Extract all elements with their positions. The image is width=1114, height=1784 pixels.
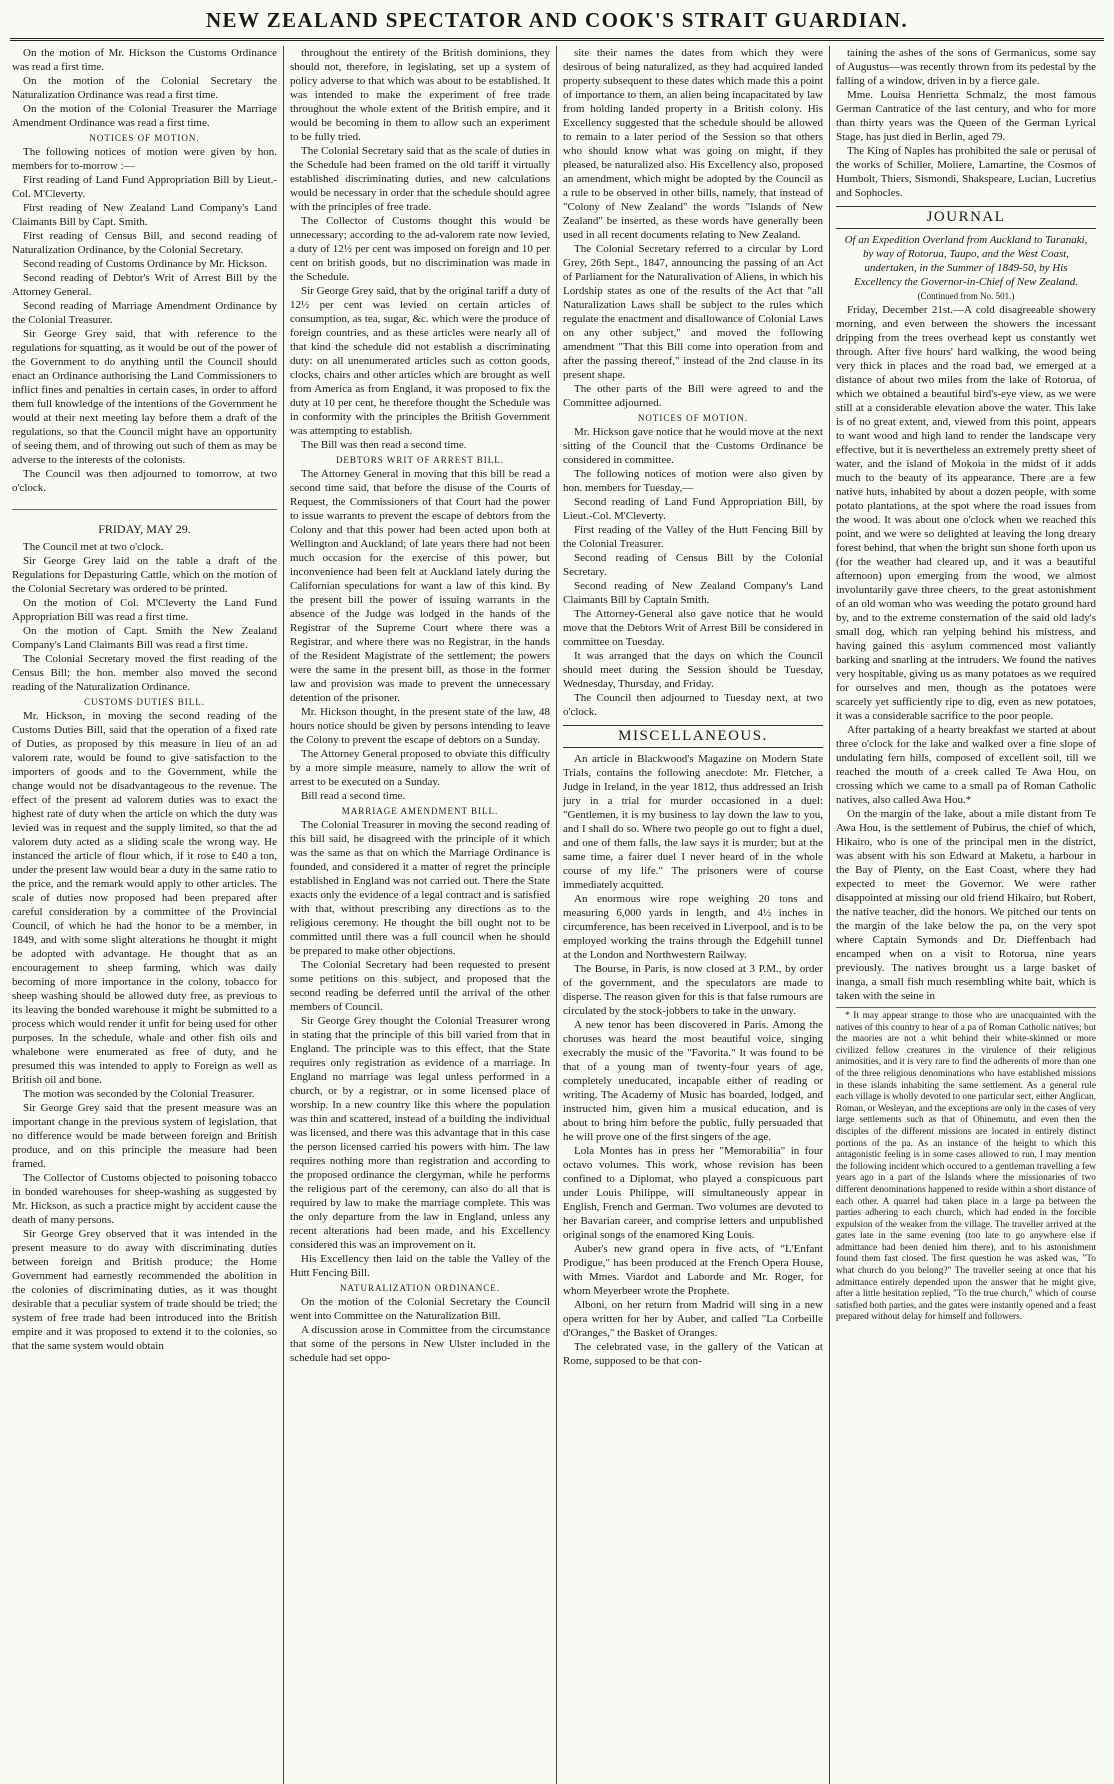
column-4 (829, 46, 1102, 1784)
paragraph: Bill read a second time. (301, 790, 406, 802)
paragraph: The Colonial Treasurer in moving the second reading of this bill said, he disagreed with the principle of it which was the same as that on which the Marriage Ordinance is founded, and considered it a matter of regret the principle established in England was not carried out. There the State exacts only the evidence of a legal contract and is satisfied with that, without prescribing any directions as to the religious ceremony. He thought the bill ought not to be committed until there was a full council when he should be prepared to make other objections. (290, 819, 550, 957)
paragraph: The motion was seconded by the Colonial Treasurer. (23, 1088, 255, 1100)
paragraph: On the motion of the Colonial Secretary the Naturalization Ordinance was read a first time. (12, 75, 277, 101)
paragraph: Second reading of New Zealand Company's Land Claimants Bill by Captain Smith. (563, 580, 823, 606)
paragraph: The Attorney General proposed to obviate this difficulty by a more simple measure, namely to allow the writ of arrest to be executed on a Sunday. (290, 748, 550, 788)
paragraph: His Excellency then laid on the table the Valley of the Hutt Fencing Bill. (290, 1253, 550, 1279)
date-heading: FRIDAY, MAY 29. (12, 509, 277, 537)
section-title-miscellaneous: MISCELLANEOUS. (563, 725, 823, 748)
section-heading: DEBTORS WRIT OF ARREST BILL. (335, 455, 505, 465)
paragraph: First reading of the Valley of the Hutt Fencing Bill by the Colonial Treasurer. (563, 524, 823, 550)
paragraph: After partaking of a hearty breakfast we started at about three o'clock for the lake and walked over a fine slope of undulating fern hills, composed of excellent soil, till we reached the mouth of a creek called Te Awa Hou, on crossing which we came to a small pa of Roman Catholic natives, also called Awa Hou.* (836, 724, 1096, 806)
paragraph: Alboni, on her return from Madrid will sing in a new opera written for her by Auber, and called "La Corbeille d'Oranges," the Basket of Oranges. (563, 1299, 823, 1339)
paragraph: Friday, December 21st.—A cold disagreeable showery morning, and even between the showers the incessant dripping from the trees overhead kept us constantly wet through. After five hours' hard walking, the wood being very thick in places and the road bad, we emerged at a distance of about two miles from the lake of Rotorua, of which we obtained a beautiful bird's-eye view, as we were still at a considerable elevation above the water. This lake is of no great extent, and, viewed from this point, appears to want wood and high land to render the landscape very effective, but it is nevertheless an extremely pretty sheet of water, and the island of Mokoia in the midst of it adds much to the beauty of its appearance. There are a few native huts, inhabited by about a dozen people, with some potato plantations, at the spot where the road issues from the wood. It was about one o'clock when we reached this point, and we were so delighted at leaving the long dreary forest behind, that when the bright sun shone forth upon us (for the weather had cleared up, and it was a beautiful afternoon) upon emerging from the wood, we almost involuntarily gave three cheers, to the great astonishment of an old woman who was weeding the potato ground hard by, and to the extreme consternation of the said old lady's small dog, which ran yelping behind his mistress, and having gained this asylum commenced most valiantly barking and snarling at the intruders. We found the natives very hospitable, giving us as many potatoes as we required for ourselves and men, though as the potatoes were scarcely yet sufficiently ripe to dig, even as new potatoes, it was a considerable sacrifice to the poor people. (836, 304, 1096, 722)
paragraph: Second reading of Land Fund Appropriation Bill, by Lieut.-Col. M'Cleverty. (563, 496, 823, 522)
paragraph: The Bourse, in Paris, is now closed at 3 P.M., by order of the government, and the speculators are made to disperse. The reason given for this is that false rumours are circulated by the stock-jobbers to take in the unwary. (563, 963, 823, 1017)
paragraph: An article in Blackwood's Magazine on Modern State Trials, contains the following anecdote: Mr. Fletcher, a Judge in Ireland, in the year 1812, thus addressed an Irish jury in a trial for murder occasioned in a duel: "Gentlemen, it is my business to lay down the law to you, and I shall do so. Where two people go out to fight a duel, and one of them falls, the law says it is murder; but at the same time, a fairer duel I never heard of in the whole course of my life." The prisoners were of course immediately acquitted. (563, 753, 823, 891)
paragraph: The celebrated vase, in the gallery of the Vatican at Rome, supposed to be that con- (563, 1341, 823, 1367)
paragraph: Sir George Grey laid on the table a draft of the Regulations for Depasturing Cattle, which on the motion of the Colonial Secretary was ordered to be printed. (12, 555, 277, 595)
paragraph: Second reading of Debtor's Writ of Arrest Bill by the Attorney General. (12, 272, 277, 298)
paragraph: On the motion of the Colonial Secretary the Council went into Committee on the Naturalization Bill. (290, 1296, 550, 1322)
paragraph: Second reading of Census Bill by the Colonial Secretary. (563, 552, 823, 578)
paragraph: The following notices of motion were given by hon. members for to-morrow :— (12, 146, 277, 172)
columns (10, 46, 1104, 1784)
paragraph: On the motion of Capt. Smith the New Zealand Company's Land Claimants Bill was read a first time. (12, 625, 277, 651)
paragraph: On the motion of Mr. Hickson the Customs Ordinance was read a first time. (12, 47, 277, 73)
paragraph: site their names the dates from which they were desirous of being naturalized, as they had acquired landed property subsequent to these dates which made this a point of importance to them, an alien being incapacitated by law from holding landed property in a British colony. His Excellency suggested that the schedule should be allowed to remain to a later period of the Session so that others who should know what was going on might, if they pleased, be naturalized also. His Excellency also, proposed an amendment, which might be adopted by the Council as a rule to be observed in other bills, namely, that instead of "Colony of New Zealand" the words "Islands of New Zealand" be inserted, as these words have generally been used in all recent documents relating to New Zealand. (563, 47, 823, 241)
paragraph: The King of Naples has prohibited the sale or perusal of the works of Schiller, Moliere, Lamartine, the Cosmos of Humbolt, Thiers, Sismondi, Shakspeare, Lucian, Lucretius and Sophocles. (836, 145, 1096, 199)
column-3 (556, 46, 829, 1784)
section-heading: NATURALIZATION ORDINANCE. (340, 1283, 500, 1293)
paragraph: The Attorney General in moving that this bill be read a second time said, that before the disuse of the Courts of Request, the Commissioners of that Court had the power to issue warrants to prevent the escape of debtors from the Colony and that this power had been acted upon both at Wellington and Auckland; of late years there had not been much occasion for the exercise of this power, but inconvenience had been felt at Auckland lately during the Californian speculations for want a law of this kind. By the present bill the power of issuing warrants in the absence of the Judge was lodged in the hands of the Registrar of the Supreme Court where there was a Registrar, and where there was no Registrar, in the hands of the Resident Magistrate of the settlement; the powers were the same in the present bill, as those in the former law and provision was made to prevent the unnecessary detention of the prisoner. (290, 468, 550, 704)
paragraph: The Council then adjourned to Tuesday next, at two o'clock. (563, 692, 823, 718)
paragraph: Sir George Grey observed that it was intended in the present measure to do away with discriminating duties between foreign and British produce; the Home Government had earnestly recommended the abolition in the colonies of discriminating duties, as it was thought desirable that a peculiar system of trade should be tried; the system of free trade had been introduced into the British empire and it was proposed to extend it to the colonies, so that the same system would obtain (12, 1228, 277, 1352)
paragraph: On the margin of the lake, about a mile distant from Te Awa Hou, is the settlement of Pubirus, the chief of which, Hikairo, who is one of the principal men in the district, was absent with his son Edward at Maketu, a harbour in the Bay of Plenty, on the East Coast, where they had expected to meet the Governor. We were rather disappointed at missing our old friend Hikairo, but Robert, the native teacher, did the honors. We pitched our tents on the margin of the lake below the pa, on the very spot where Captain Symonds and Dr. Dieffenbach had encamped when on a visit to Rotorua, nine years previously. The natives brought us a large basket of inanga, a small fish much resembling white bait, which is taken with the seine in (836, 808, 1096, 1002)
paragraph: Second reading of Customs Ordinance by Mr. Hickson. (23, 258, 268, 270)
paragraph: A new tenor has been discovered in Paris. Among the choruses was heard the most beautiful voice, singing execrably the music of the "Favorita." It was found to be that of a young man of twenty-four years of age, completely uneducated, incapable either of reading or writing. The Academy of Music has boarded, lodged, and instructed him, given him a musical education, and is about to bring him before the public, fully persuaded that he will prove one of the first singers of the age. (563, 1019, 823, 1143)
section-heading: NOTICES OF MOTION. (89, 133, 200, 143)
paragraph: The following notices of motion were also given by hon. members for Tuesday,— (563, 468, 823, 494)
paragraph: The Bill was then read a second time. (301, 439, 467, 451)
journal-subtitle: Of an Expedition Overland from Auckland to Taranaki, by way of Rotorua, Taupo, and the West Coast, undertaken, in the Summer of 1849-50, by His Excellency the Governor-in-Chief of New Zealand. (844, 234, 1088, 288)
paragraph: The Colonial Secretary said that as the scale of duties in the Schedule had been framed on the old tariff it virtually established discriminating duties, and new calculations would be necessary in order that the schedule should agree with the principles of free trade. (290, 145, 550, 213)
paragraph: Mme. Louisa Henrietta Schmalz, the most famous German Cantratice of the last century, and who for more than thirty years was the Queen of the German Lyrical Stage, has just died in Berlin, aged 79. (836, 89, 1096, 143)
paragraph: Sir George Grey said, that with reference to the regulations for squatting, as it would be out of the power of the Government to do anything until the Council should enact an Ordinance authorising the Land Commissioners to inflict fines and penalties in certain cases, in order to afford them full knowledge of the intentions of the Government he would at their next meeting lay before them a draft of the regulations, so that the Council might have an opportunity of seeing them, and of throwing out such of them as may be adverse to the interests of the colonists. (12, 328, 277, 466)
paragraph: The Colonial Secretary had been requested to present some petitions on this subject, and proposed that the second reading be deferred until the arrival of the other members of Council. (290, 959, 550, 1013)
section-heading: MARRIAGE AMENDMENT BILL. (341, 806, 499, 816)
paragraph: Sir George Grey thought the Colonial Treasurer wrong in stating that the principle of this bill varied from that in England. The principle was to this effect, that the State requires only registration as evidence of a marriage. In England no marriage was legal unless performed in a church, or by a registrar, or in some licensed place of worship. In a new country like this where the population was thin and scattered, instead of a building the individual was licensed, and there was this advantage that in this case the person licensed carried his powers with him. The law requires nothing more than registration and according to the proposed ordinance the clergyman, while he performs the religious part of the ceremony, can also do all that is required by law to make the marriage complete. This was the only departure from the law in England, unless any recent alterations had been made, and his Excellency considered this was an improvement on it. (290, 1015, 550, 1251)
paragraph: The Attorney-General also gave notice that he would move that the Debtors Writ of Arrest Bill be considered in committee on Tuesday. (563, 608, 823, 648)
column-2 (283, 46, 556, 1784)
footnote: * It may appear strange to those who are unacquainted with the natives of this country to hear of a pa of Roman Catholic natives; but the maories are not a whit behind their white-skinned or more civilized fellow creatures in the virulence of their religious animosities, and it is very rare to find the adherents of more than one of the three religious denominations who have established missions in these islands inhabiting the same settlement. As a general rule each village is wholly devoted to one particular sect, either Anglican, Roman, or Wesleyan, and the exceptions are only in the cases of very large settlements such as that of Ohinemutu, and even then the disciples of the different missions are located in entirely distinct portions of the pa. As an instance of the height to which this antagonistic feeling is in some cases allowed to run, I may mention the following incident which occured to a gentleman travelling a few years ago in a part of the Islands where the missionaries of two different denominations happened to reside within a short distance of each other. A quarrel had taken place in a large pa between the parties adhering to each church, which had ended in the forcible expulsion of the weaker from the village. The traveller arrived at the gates late in the same evening (too late to go anywhere else if admittance had been denied him there), and to his astonishment found them fast closed. The first question he was asked was, "To what church do you belong?" The traveller seeing at once that his admittance entirely depended upon the answer that he might give, after a little hesitation replied, "To the true church," which of course satisfied both parties, and the gates were instantly opened and a feast prepared without delay for himself and followers. (836, 1007, 1096, 1324)
paragraph: On the motion of Col. M'Cleverty the Land Fund Appropriation Bill was read a first time. (12, 597, 277, 623)
paragraph: An enormous wire rope weighing 20 tons and measuring 6,000 yards in length, and 4½ inches in circumference, has been received in Liverpool, and is to be employed working the trains through the Edgehill tunnel at the London and Northwestern Railway. (563, 893, 823, 961)
paragraph: It was arranged that the days on which the Council should meet during the Session should be Tuesday, Wednesday, Thursday, and Friday. (563, 650, 823, 690)
paragraph: Second reading of Marriage Amendment Ordinance by the Colonial Treasurer. (12, 300, 277, 326)
paragraph: First reading of Census Bill, and second reading of Naturalization Ordinance, by the Colonial Secretary. (12, 230, 277, 256)
masthead: NEW ZEALAND SPECTATOR AND COOK'S STRAIT GUARDIAN. (10, 8, 1104, 41)
paragraph: Lola Montes has in press her "Memorabilia" in four octavo volumes. This work, whose revision has been confined to a Diplomat, who played a conspicuous part under Louis Philippe, will simultaneously appear in English, French and German. Two volumes are devoted to her Bavarian career, and comprise letters and unpublished original songs of the enamored King Louis. (563, 1145, 823, 1241)
paragraph: A discussion arose in Committee from the circumstance that some of the persons in New Ulster included in the schedule had set oppo- (290, 1324, 550, 1364)
paragraph: Mr. Hickson, in moving the second reading of the Customs Duties Bill, said that the operation of a fixed rate of Duties, as proposed by this measure in lieu of an ad valorem rate, would be found to give satisfaction to the importers of goods and to the Government, while the change would not be disadvantageous to the revenue. The effect of the present ad valorem duties was to exact the highest rate of duty when the article on which the duty was levied was in request and the supply limited, so that the ad valorem duty acted as a sliding scale the wrong way. He instanced the article of flour which, if it rose to £40 a ton, under the present law would bear a duty in the same ratio to the price, and the remark would apply to other articles. The scale of duties now proposed had been prepared after careful consideration by a committee of the Provincial Council, of which he had the honor to be a member, in 1849, and with some slight alterations he thought it might be adopted with advantage. He thought that as an encouragement to sheep farming, which was daily becoming of more importance in the colony, tobacco for sheep washing should be allowed duty free, as previous to its leaving the bonded warehouse it might be submitted to a process which would render it unfit for being used for other purposes. In the schedule, whale and other fish oils and whalebone were enumerated as free of duty, and he presumed this was intended to apply to Foreign as well as British oil and bone. (12, 710, 277, 1086)
paragraph: The Collector of Customs objected to poisoning tobacco in bonded warehouses for sheep-washing as suggested by Mr. Hickson, as such a practice might by accident cause the death of many persons. (12, 1172, 277, 1226)
paragraph: Mr. Hickson thought, in the present state of the law, 48 hours notice should be given by persons intending to leave the Colony to prevent the escape of debtors on a Sunday. (290, 706, 550, 746)
paragraph: The Colonial Secretary moved the first reading of the Census Bill; the hon. member also moved the second reading of the Naturalization Ordinance. (12, 653, 277, 693)
paragraph: The Colonial Secretary referred to a circular by Lord Grey, 26th Sept., 1847, announcing the passing of an Act of Parliament for the Naturalivation of Aliens, in which his Lordship states as one of the results of the Act that "all Naturalization Laws shall be subject to the rules which regulate the enactment and disallowance of Colonial Laws on any other subject," and moved the following amendment "That this Bill come into operation from and after the passing thereof," instead of the 2nd clause in its present shape. (563, 243, 823, 381)
paragraph: Sir George Grey said that the present measure was an important change in the previous system of legislation, that no difference would be made between foreign and British produce, and on this principle the measure had been framed. (12, 1102, 277, 1170)
paragraph: Auber's new grand opera in five acts, of "L'Enfant Prodigue," has been produced at the French Opera House, with Mmes. Viardot and Laborde and Mr. Roger, for whom Meyerbeer wrote the Prophete. (563, 1243, 823, 1297)
paragraph: The Council met at two o'clock. (23, 541, 164, 553)
paragraph: Sir George Grey said, that by the original tariff a duty of 12½ per cent was levied on certain articles of consumption, as tea, sugar, &c. which were the produce of foreign countries, and as these articles were nearly all of that kind the schedule did not establish a discriminating duty: on all unenumerated articles such as cotton goods, clocks, chairs and other articles which are brought as well from America as from England, it was proposed to fix the duty at 10 per cent, he therefore thought the Schedule was in conformity with the principles the British Government was attempting to establish. (290, 285, 550, 437)
continued-note: (Continued from No. 501.) (917, 291, 1015, 301)
paragraph: The other parts of the Bill were agreed to and the Committee adjourned. (563, 383, 823, 409)
paragraph: taining the ashes of the sons of Germanicus, some say of Augustus—was recently thrown from its pedestal by the falling of a window, driven in by a fierce gale. (836, 47, 1096, 87)
paragraph: throughout the entirety of the British dominions, they should not, therefore, in legislating, set up a system of policy adverse to that which was about to be established. It was intended to make the experiment of free trade throughout the whole extent of the British empire, and it would be becoming in them to allow such an experiment to be fully tried. (290, 47, 550, 143)
paragraph: The Collector of Customs thought this would be unnecessary; according to the ad-valorem rate now levied, a duty of 12½ per cent was imposed on foreign and 10 per cent on british goods, but no discrimination was made in the Schedule. (290, 215, 550, 283)
paragraph: The Council was then adjourned to tomorrow, at two o'clock. (12, 468, 277, 494)
paragraph: First reading of New Zealand Land Company's Land Claimants Bill by Capt. Smith. (12, 202, 277, 228)
paragraph: First reading of Land Fund Appropriation Bill by Lieut.-Col. M'Cleverty. (12, 174, 277, 200)
column-1 (10, 46, 283, 1784)
paragraph: On the motion of the Colonial Treasurer the Marriage Amendment Ordinance was read a first time. (12, 103, 277, 129)
section-heading: NOTICES OF MOTION. (637, 413, 749, 423)
section-title-journal: JOURNAL (836, 206, 1096, 229)
section-heading: CUSTOMS DUTIES BILL. (83, 697, 206, 707)
paragraph: Mr. Hickson gave notice that he would move at the next sitting of the Council that the Customs Ordinance be considered in committee. (563, 426, 823, 466)
